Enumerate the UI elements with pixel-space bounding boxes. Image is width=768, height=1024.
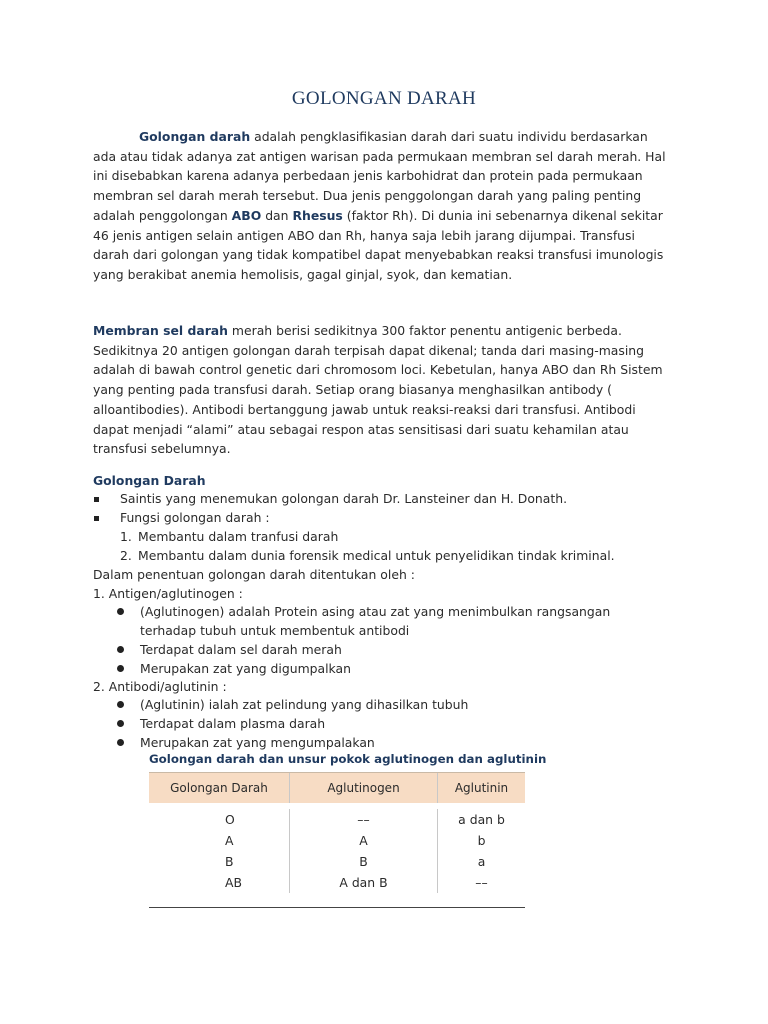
list-item: (Aglutinogen) adalah Protein asing atau zat yang menimbulkan rangsangan terhadap tubuh untuk membentuk antibodi	[113, 602, 610, 640]
table-row: O –– a dan b	[149, 809, 525, 830]
antigen-label: 1. Antigen/aglutinogen :	[93, 586, 243, 601]
list-item: 2. Membantu dalam dunia forensik medical untuk penyelidikan tindak kriminal.	[120, 548, 615, 563]
bullet-dot-icon	[117, 720, 124, 727]
header-aglutinin: Aglutinin	[454, 781, 509, 795]
square-bullet-icon	[94, 516, 99, 521]
antibodi-bullet-list	[113, 695, 468, 752]
para1-text-b: dan	[261, 207, 293, 223]
list-item: (Aglutinin) ialah zat pelindung yang dihasilkan tubuh	[113, 695, 468, 714]
page-title: GOLONGAN DARAH	[291, 88, 477, 109]
list-item: Fungsi golongan darah :	[93, 508, 567, 527]
intro-line: Dalam penentuan golongan darah ditentukan oleh :	[93, 567, 415, 582]
antigen-bullet-list	[113, 602, 610, 678]
term-rhesus: Rhesus	[292, 207, 343, 223]
list-item: 1. Membantu dalam tranfusi darah	[120, 529, 339, 544]
header-golongan-darah: Golongan Darah	[149, 773, 290, 803]
table-body	[149, 803, 525, 908]
para1-text-a: adalah pengklasifikasian darah dari suatu individu berdasarkan ada atau tidak adanya zat antigen warisan pada permukaan membran sel darah merah. Hal ini disebabkan karena adanya perbedaan jenis karbohidrat dan protein pada permukaan membran sel darah merah tersebut. Dua jenis penggolongan darah yang paling penting adalah penggolongan	[93, 129, 666, 223]
bullet-dot-icon	[117, 608, 124, 615]
square-bullet-list	[93, 489, 567, 527]
term-membran-sel-darah: Membran sel darah	[93, 323, 228, 338]
antibodi-label: 2. Antibodi/aglutinin :	[93, 679, 227, 694]
fungsi-numbered-list	[120, 527, 615, 565]
table-caption: Golongan darah dan unsur pokok aglutinogen dan aglutinin	[149, 752, 547, 766]
header-aglutinogen: Aglutinogen	[290, 773, 438, 803]
section-heading: Golongan Darah	[93, 473, 206, 488]
para2-text: merah berisi sedikitnya 300 faktor penentu antigenic berbeda. Sedikitnya 20 antigen golongan darah terpisah dapat dikenal; tanda dari masing-masing adalah di bawah control genetic dari chromosom loci. Kebetulan, hanya ABO dan Rh Sistem yang penting pada transfusi darah. Setiap orang biasanya menghasilkan antibody ( alloantibodies). Antibodi bertanggung jawab untuk reaksi-reaksi dari transfusi. Antibodi dapat menjadi “alami” atau sebagai respon atas sensitisasi dari suatu kehamilan atau transfusi sebelumnya.	[93, 323, 663, 457]
para1-text-c: (faktor Rh). Di dunia ini sebenarnya dikenal sekitar 46 jenis antigen selain antigen ABO dan Rh, hanya saja lebih jarang dijumpai. Transfusi darah dari golongan yang tidak kompatibel dapat menyebabkan reaksi transfusi imunologis yang berakibat anemia hemolisis, gagal ginjal, syok, dan kematian.	[93, 207, 664, 282]
term-golongan-darah: Golongan darah	[139, 129, 251, 144]
square-bullet-icon	[94, 497, 99, 502]
table-row: A A b	[149, 830, 525, 851]
bullet-dot-icon	[117, 739, 124, 746]
table-row: B B a	[149, 851, 525, 872]
bullet-dot-icon	[117, 665, 124, 672]
table-header-row	[149, 772, 525, 803]
list-item: Terdapat dalam plasma darah	[113, 714, 468, 733]
list-item: Saintis yang menemukan golongan darah Dr. Lansteiner dan H. Donath.	[93, 489, 567, 508]
bullet-dot-icon	[117, 646, 124, 653]
list-item: Terdapat dalam sel darah merah	[113, 640, 610, 659]
term-abo: ABO	[231, 207, 262, 223]
table-row: AB A dan B ––	[149, 872, 525, 893]
bullet-dot-icon	[117, 701, 124, 708]
paragraph-membran-sel	[93, 321, 673, 459]
paragraph-golongan-darah	[93, 127, 673, 285]
blood-group-table	[149, 772, 525, 908]
list-item: Merupakan zat yang digumpalkan	[113, 659, 610, 678]
list-item: Merupakan zat yang mengumpalakan	[113, 733, 468, 752]
